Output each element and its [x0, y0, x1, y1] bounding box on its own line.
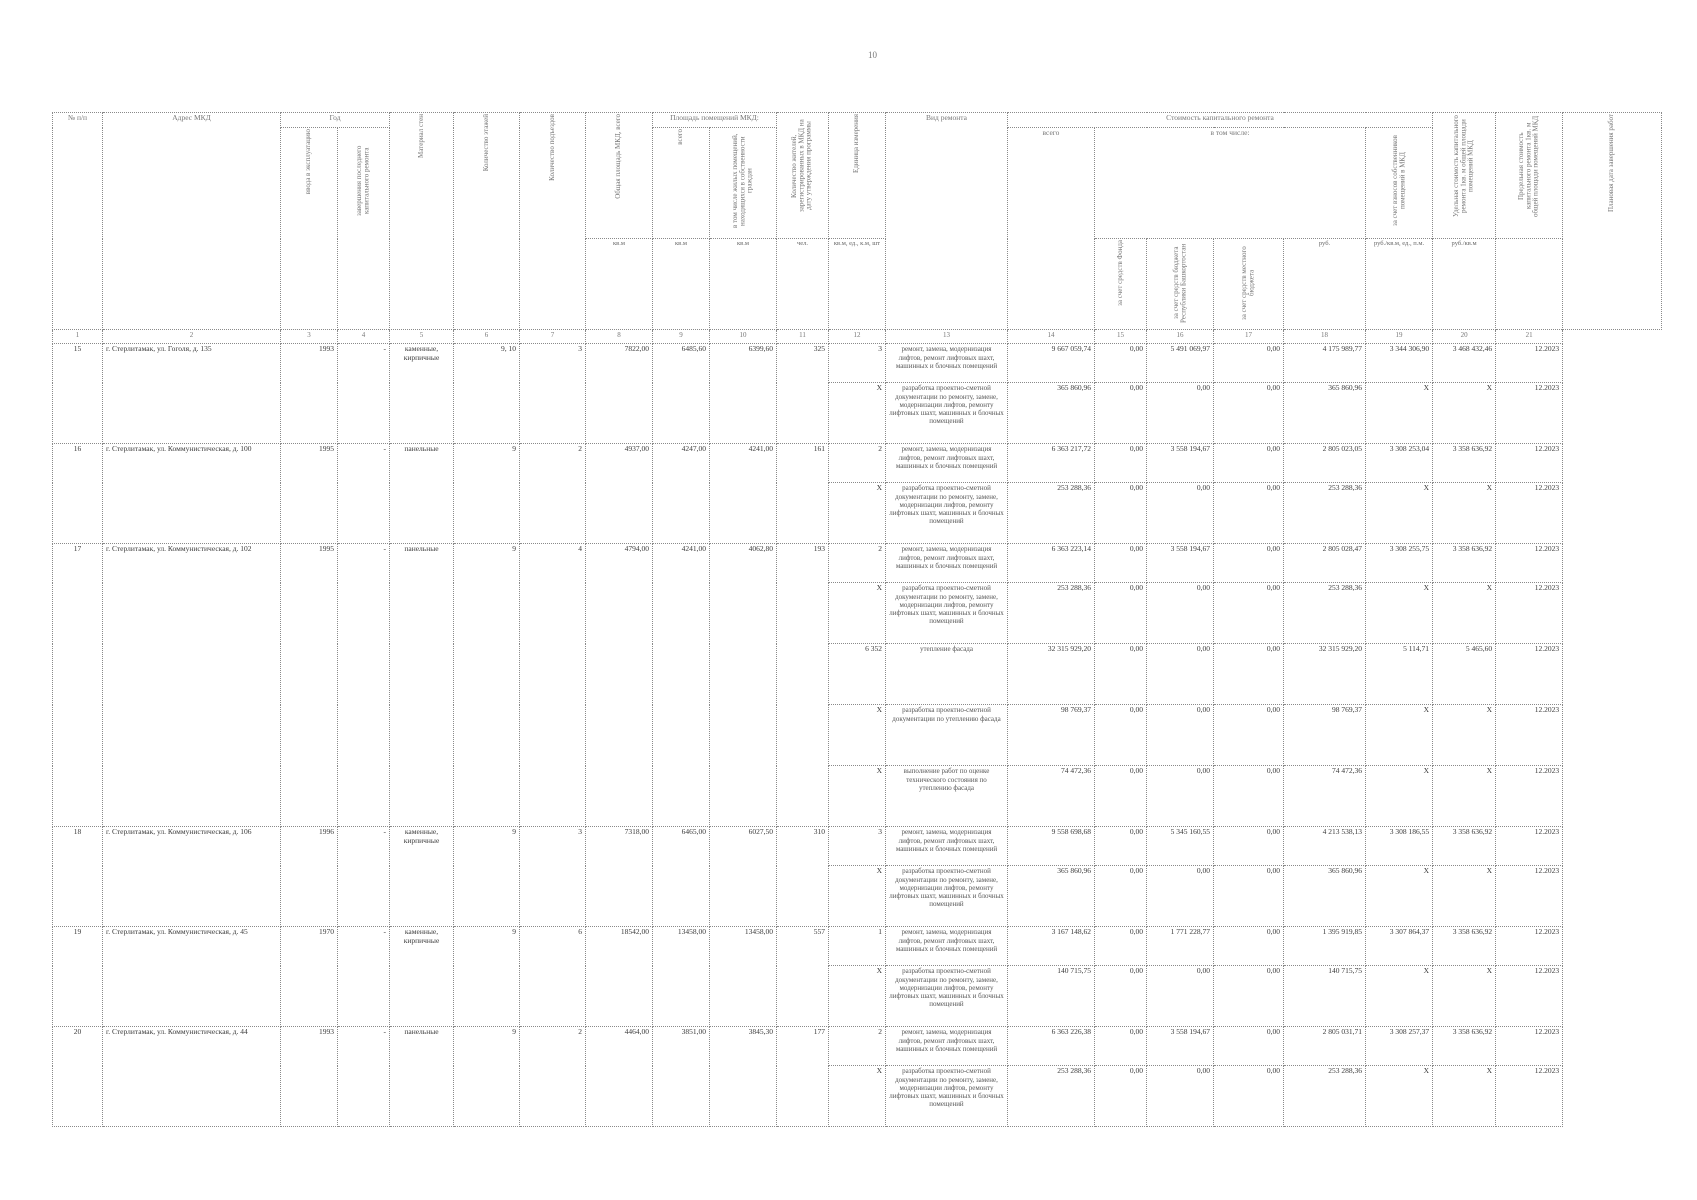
cost-total: 365 860,96	[1008, 383, 1095, 444]
cost-local: 0,00	[1214, 383, 1284, 444]
col-number: 17	[1214, 330, 1284, 344]
cost-total: 6 363 223,14	[1008, 544, 1095, 583]
cost-total: 74 472,36	[1008, 766, 1095, 827]
col-year-commission-header: ввода в эксплуатацию	[304, 129, 313, 195]
cost-republic: 5 491 069,97	[1147, 344, 1214, 383]
total-area: 4937,00	[586, 444, 653, 544]
col-year-repair-header: завершения последнего капитального ремонта	[355, 145, 371, 217]
work-quantity: X	[829, 583, 886, 644]
col-number: 10	[710, 330, 777, 344]
limit-cost: X	[1433, 583, 1496, 644]
col-unit-header: Единица измерения	[852, 114, 861, 173]
table-row	[53, 927, 1662, 966]
cost-local: 0,00	[1214, 344, 1284, 383]
unit-cost: X	[1366, 705, 1433, 766]
completion-date: 12.2023	[1496, 583, 1563, 644]
col-limit-cost-header: Предельная стоимость капитального ремонта 1кв. м общей площади помещений МКД	[1517, 115, 1540, 217]
limit-cost: 3 358 636,92	[1433, 827, 1496, 866]
entrances-count: 3	[520, 827, 586, 927]
row-number: 15	[53, 344, 103, 444]
residents-count: 557	[777, 927, 829, 1027]
work-type: выполнение работ по оценке технического состояния по утеплению фасада	[886, 766, 1008, 827]
work-quantity: X	[829, 705, 886, 766]
cost-total: 9 667 059,74	[1008, 344, 1095, 383]
work-quantity: X	[829, 1066, 886, 1127]
wall-material: каменные, кирпичные	[390, 827, 454, 927]
limit-cost: 3 358 636,92	[1433, 927, 1496, 966]
work-quantity: 2	[829, 1027, 886, 1066]
completion-date: 12.2023	[1496, 927, 1563, 966]
col-address-header: Адрес МКД	[103, 113, 281, 330]
cost-owners: 253 288,36	[1284, 583, 1366, 644]
table-body	[53, 344, 1662, 1127]
cost-total: 98 769,37	[1008, 705, 1095, 766]
limit-cost: 5 465,60	[1433, 644, 1496, 705]
row-number: 19	[53, 927, 103, 1027]
col-material-header: Материал стен	[416, 114, 425, 158]
cost-local: 0,00	[1214, 705, 1284, 766]
year-commission: 1993	[281, 344, 338, 444]
entrances-count: 4	[520, 544, 586, 827]
cost-owners: 253 288,36	[1284, 1066, 1366, 1127]
col-number: 16	[1147, 330, 1214, 344]
unit-cell: руб./кв.м	[1433, 239, 1496, 330]
col-unit-cost-header: Удельная стоимость капитального ремонта 1кв. м общей площади помещений МКД	[1452, 115, 1475, 217]
work-type: разработка проектно-сметной документации по ремонту, замене, модернизации лифтов, ремонту лифтовых шахт, машинных и блочных помещений	[886, 383, 1008, 444]
year-last-repair: -	[338, 344, 390, 444]
cost-owners: 1 395 919,85	[1284, 927, 1366, 966]
wall-material: панельные	[390, 1027, 454, 1127]
work-type: разработка проектно-сметной документации по ремонту, замене, модернизации лифтов, ремонту лифтовых шахт, машинных и блочных помещений	[886, 583, 1008, 644]
building-address: г. Стерлитамак, ул. Коммунистическая, д. 106	[103, 827, 281, 927]
cost-total: 6 363 226,38	[1008, 1027, 1095, 1066]
col-number: 20	[1433, 330, 1496, 344]
total-area: 4464,00	[586, 1027, 653, 1127]
premises-area: 3851,00	[653, 1027, 710, 1127]
cost-fund: 0,00	[1095, 444, 1147, 483]
year-last-repair: -	[338, 827, 390, 927]
work-type: ремонт, замена, модернизация лифтов, ремонт лифтовых шахт, машинных и блочных помещений	[886, 827, 1008, 866]
cost-fund: 0,00	[1095, 966, 1147, 1027]
completion-date: 12.2023	[1496, 766, 1563, 827]
unit-cell: кв.м	[710, 239, 777, 330]
completion-date: 12.2023	[1496, 1066, 1563, 1127]
cost-republic: 3 558 194,67	[1147, 544, 1214, 583]
building-address: г. Стерлитамак, ул. Коммунистическая, д. 45	[103, 927, 281, 1027]
col-cost-total-header: всего	[1008, 128, 1095, 330]
col-number: 19	[1366, 330, 1433, 344]
unit-cell: кв.м, ед., к.м, шт	[829, 239, 886, 330]
entrances-count: 2	[520, 444, 586, 544]
unit-cost: X	[1366, 966, 1433, 1027]
cost-fund: 0,00	[1095, 383, 1147, 444]
completion-date: 12.2023	[1496, 444, 1563, 483]
floors-count: 9, 10	[454, 344, 520, 444]
capital-repair-table	[52, 112, 1662, 1127]
limit-cost: 3 358 636,92	[1433, 1027, 1496, 1066]
cost-local: 0,00	[1214, 866, 1284, 927]
work-type: утепление фасада	[886, 644, 1008, 705]
total-area: 7822,00	[586, 344, 653, 444]
cost-total: 3 167 148,62	[1008, 927, 1095, 966]
limit-cost: 3 358 636,92	[1433, 444, 1496, 483]
wall-material: панельные	[390, 544, 454, 827]
work-quantity: X	[829, 383, 886, 444]
cost-fund: 0,00	[1095, 1027, 1147, 1066]
col-area-header: Общая площадь МКД, всего	[614, 114, 623, 199]
premises-area: 4241,00	[653, 544, 710, 827]
floors-count: 9	[454, 927, 520, 1027]
work-type: ремонт, замена, модернизация лифтов, ремонт лифтовых шахт, машинных и блочных помещений	[886, 444, 1008, 483]
residents-count: 325	[777, 344, 829, 444]
col-number: 3	[281, 330, 338, 344]
entrances-count: 6	[520, 927, 586, 1027]
limit-cost: 3 468 432,46	[1433, 344, 1496, 383]
residents-count: 310	[777, 827, 829, 927]
cost-local: 0,00	[1214, 483, 1284, 544]
limit-cost: X	[1433, 483, 1496, 544]
work-type: ремонт, замена, модернизация лифтов, ремонт лифтовых шахт, машинных и блочных помещений	[886, 544, 1008, 583]
floors-count: 9	[454, 827, 520, 927]
work-quantity: 3	[829, 827, 886, 866]
cost-owners: 98 769,37	[1284, 705, 1366, 766]
limit-cost: 3 358 636,92	[1433, 544, 1496, 583]
col-number: 1	[53, 330, 103, 344]
cost-local: 0,00	[1214, 583, 1284, 644]
cost-total: 32 315 929,20	[1008, 644, 1095, 705]
cost-total: 253 288,36	[1008, 583, 1095, 644]
cost-republic: 5 345 160,55	[1147, 827, 1214, 866]
year-commission: 1995	[281, 444, 338, 544]
table-row	[53, 1027, 1662, 1066]
work-quantity: 3	[829, 344, 886, 383]
year-last-repair: -	[338, 927, 390, 1027]
cost-republic: 3 558 194,67	[1147, 444, 1214, 483]
cost-owners: 365 860,96	[1284, 383, 1366, 444]
work-quantity: 1	[829, 927, 886, 966]
col-deadline-header: Плановая дата завершения работ	[1607, 114, 1616, 213]
cost-total: 6 363 217,72	[1008, 444, 1095, 483]
work-quantity: X	[829, 766, 886, 827]
entrances-count: 2	[520, 1027, 586, 1127]
building-address: г. Стерлитамак, ул. Гоголя, д. 135	[103, 344, 281, 444]
work-quantity: X	[829, 966, 886, 1027]
cost-local: 0,00	[1214, 644, 1284, 705]
building-address: г. Стерлитамак, ул. Коммунистическая, д. 44	[103, 1027, 281, 1127]
completion-date: 12.2023	[1496, 827, 1563, 866]
unit-cost: 3 308 253,04	[1366, 444, 1433, 483]
year-last-repair: -	[338, 544, 390, 827]
unit-cell: кв.м	[586, 239, 653, 330]
cost-owners: 32 315 929,20	[1284, 644, 1366, 705]
col-number: 4	[338, 330, 390, 344]
cost-owners: 365 860,96	[1284, 866, 1366, 927]
cost-republic: 0,00	[1147, 383, 1214, 444]
unit-cell: руб.	[1284, 239, 1366, 330]
floors-count: 9	[454, 444, 520, 544]
unit-cost: 3 344 306,90	[1366, 344, 1433, 383]
limit-cost: X	[1433, 766, 1496, 827]
incl-group-header: в том числе:	[1095, 128, 1366, 239]
floors-count: 9	[454, 1027, 520, 1127]
cost-republic: 0,00	[1147, 966, 1214, 1027]
year-commission: 1995	[281, 544, 338, 827]
wall-material: каменные, кирпичные	[390, 927, 454, 1027]
year-group-header: Год	[281, 113, 390, 128]
premises-area: 13458,00	[653, 927, 710, 1027]
cost-local: 0,00	[1214, 1027, 1284, 1066]
col-residents-header: Количество жителей, зарегистрированных в МКД на дату утверждения программы	[790, 119, 814, 213]
table-row	[53, 344, 1662, 383]
page-number: 10	[868, 50, 877, 60]
col-number: 9	[653, 330, 710, 344]
cost-local: 0,00	[1214, 966, 1284, 1027]
limit-cost: X	[1433, 866, 1496, 927]
cost-total: 253 288,36	[1008, 483, 1095, 544]
col-number: 21	[1496, 330, 1563, 344]
unit-cost: X	[1366, 866, 1433, 927]
unit-cost: X	[1366, 583, 1433, 644]
col-owned-header: в том числе жилых помещений, находящихся в собственности граждан	[730, 133, 754, 229]
unit-cost: X	[1366, 766, 1433, 827]
cost-fund: 0,00	[1095, 827, 1147, 866]
cost-fund: 0,00	[1095, 766, 1147, 827]
table-row	[53, 544, 1662, 583]
cost-owners: 4 213 538,13	[1284, 827, 1366, 866]
total-area: 7318,00	[586, 827, 653, 927]
col-fund-header: за счет средств Фонда	[1115, 240, 1124, 306]
cost-fund: 0,00	[1095, 483, 1147, 544]
col-local-header: за счет средств местного бюджета	[1240, 246, 1256, 320]
cost-fund: 0,00	[1095, 927, 1147, 966]
row-number: 20	[53, 1027, 103, 1127]
owned-area: 6027,50	[710, 827, 777, 927]
col-entrances-header: Количество подъездов	[547, 114, 556, 181]
cost-total: 253 288,36	[1008, 1066, 1095, 1127]
owned-area: 6399,60	[710, 344, 777, 444]
cost-republic: 0,00	[1147, 483, 1214, 544]
col-number: 8	[586, 330, 653, 344]
col-owners-header: за счет взносов собственников помещений в МКД	[1390, 135, 1407, 227]
unit-cost: 3 308 255,75	[1366, 544, 1433, 583]
limit-cost: X	[1433, 966, 1496, 1027]
col-republic-header: за счет средств бюджета Республики Башкортостан	[1171, 243, 1187, 323]
col-number: 5	[390, 330, 454, 344]
limit-cost: X	[1433, 705, 1496, 766]
total-area: 18542,00	[586, 927, 653, 1027]
completion-date: 12.2023	[1496, 344, 1563, 383]
completion-date: 12.2023	[1496, 966, 1563, 1027]
cost-owners: 74 472,36	[1284, 766, 1366, 827]
work-quantity: 6 352	[829, 644, 886, 705]
cost-local: 0,00	[1214, 827, 1284, 866]
cost-local: 0,00	[1214, 766, 1284, 827]
row-number: 16	[53, 444, 103, 544]
col-num-header: № п/п	[53, 113, 103, 330]
unit-cost: 3 308 186,55	[1366, 827, 1433, 866]
unit-cost: 5 114,71	[1366, 644, 1433, 705]
col-number: 13	[886, 330, 1008, 344]
unit-cost: 3 307 864,37	[1366, 927, 1433, 966]
col-floors-header: Количество этажей	[481, 114, 490, 172]
year-commission: 1993	[281, 1027, 338, 1127]
completion-date: 12.2023	[1496, 383, 1563, 444]
work-type: разработка проектно-сметной документации по ремонту, замене, модернизации лифтов, ремонту лифтовых шахт, машинных и блочных помещений	[886, 866, 1008, 927]
col-number: 11	[777, 330, 829, 344]
table-row	[53, 444, 1662, 483]
cost-fund: 0,00	[1095, 644, 1147, 705]
row-number: 17	[53, 544, 103, 827]
cost-owners: 140 715,75	[1284, 966, 1366, 1027]
cost-total: 9 558 698,68	[1008, 827, 1095, 866]
owned-area: 3845,30	[710, 1027, 777, 1127]
cost-republic: 0,00	[1147, 766, 1214, 827]
cost-owners: 2 805 028,47	[1284, 544, 1366, 583]
unit-cell: чел.	[777, 239, 829, 330]
cost-fund: 0,00	[1095, 544, 1147, 583]
unit-cost: X	[1366, 1066, 1433, 1127]
building-address: г. Стерлитамак, ул. Коммунистическая, д. 102	[103, 544, 281, 827]
unit-cost: X	[1366, 483, 1433, 544]
work-type: ремонт, замена, модернизация лифтов, ремонт лифтовых шахт, машинных и блочных помещений	[886, 1027, 1008, 1066]
unit-cost: 3 308 257,37	[1366, 1027, 1433, 1066]
completion-date: 12.2023	[1496, 1027, 1563, 1066]
cost-republic: 1 771 228,77	[1147, 927, 1214, 966]
completion-date: 12.2023	[1496, 705, 1563, 766]
unit-cell: кв.м	[653, 239, 710, 330]
cost-republic: 0,00	[1147, 583, 1214, 644]
cost-republic: 0,00	[1147, 705, 1214, 766]
cost-republic: 3 558 194,67	[1147, 1027, 1214, 1066]
wall-material: каменные, кирпичные	[390, 344, 454, 444]
cost-republic: 0,00	[1147, 644, 1214, 705]
col-number: 15	[1095, 330, 1147, 344]
completion-date: 12.2023	[1496, 644, 1563, 705]
cost-fund: 0,00	[1095, 1066, 1147, 1127]
col-premises-header: всего	[676, 129, 685, 145]
table-row	[53, 827, 1662, 866]
premises-area: 6485,60	[653, 344, 710, 444]
year-commission: 1970	[281, 927, 338, 1027]
premises-area: 4247,00	[653, 444, 710, 544]
completion-date: 12.2023	[1496, 544, 1563, 583]
cost-fund: 0,00	[1095, 583, 1147, 644]
table-header	[53, 113, 1662, 344]
col-work-type-header: Вид ремонта	[886, 113, 1008, 330]
year-commission: 1996	[281, 827, 338, 927]
row-number: 18	[53, 827, 103, 927]
work-quantity: X	[829, 483, 886, 544]
owned-area: 4062,80	[710, 544, 777, 827]
work-type: ремонт, замена, модернизация лифтов, ремонт лифтовых шахт, машинных и блочных помещений	[886, 344, 1008, 383]
year-last-repair: -	[338, 444, 390, 544]
cost-fund: 0,00	[1095, 705, 1147, 766]
work-quantity: 2	[829, 444, 886, 483]
col-number: 14	[1008, 330, 1095, 344]
cost-local: 0,00	[1214, 444, 1284, 483]
year-last-repair: -	[338, 1027, 390, 1127]
unit-cell: руб./кв.м, ед., п.м.	[1366, 239, 1433, 330]
entrances-count: 3	[520, 344, 586, 444]
residents-count: 177	[777, 1027, 829, 1127]
cost-local: 0,00	[1214, 544, 1284, 583]
residents-count: 161	[777, 444, 829, 544]
col-number: 2	[103, 330, 281, 344]
residents-count: 193	[777, 544, 829, 827]
col-number: 18	[1284, 330, 1366, 344]
owned-area: 13458,00	[710, 927, 777, 1027]
col-number: 12	[829, 330, 886, 344]
work-type: разработка проектно-сметной документации по ремонту, замене, модернизации лифтов, ремонту лифтовых шахт, машинных и блочных помещений	[886, 483, 1008, 544]
premises-area: 6465,00	[653, 827, 710, 927]
limit-cost: X	[1433, 1066, 1496, 1127]
unit-cost: X	[1366, 383, 1433, 444]
cost-owners: 2 805 031,71	[1284, 1027, 1366, 1066]
work-type: ремонт, замена, модернизация лифтов, ремонт лифтовых шахт, машинных и блочных помещений	[886, 927, 1008, 966]
completion-date: 12.2023	[1496, 866, 1563, 927]
wall-material: панельные	[390, 444, 454, 544]
col-number: 6	[454, 330, 520, 344]
cost-local: 0,00	[1214, 1066, 1284, 1127]
work-type: разработка проектно-сметной документации по ремонту, замене, модернизации лифтов, ремонту лифтовых шахт, машинных и блочных помещений	[886, 1066, 1008, 1127]
total-area: 4794,00	[586, 544, 653, 827]
completion-date: 12.2023	[1496, 483, 1563, 544]
cost-total: 365 860,96	[1008, 866, 1095, 927]
work-quantity: 2	[829, 544, 886, 583]
cost-local: 0,00	[1214, 927, 1284, 966]
cost-republic: 0,00	[1147, 1066, 1214, 1127]
limit-cost: X	[1433, 383, 1496, 444]
owned-area: 4241,00	[710, 444, 777, 544]
building-address: г. Стерлитамак, ул. Коммунистическая, д. 100	[103, 444, 281, 544]
cost-owners: 4 175 989,77	[1284, 344, 1366, 383]
work-type: разработка проектно-сметной документации по ремонту, замене, модернизации лифтов, ремонту лифтовых шахт, машинных и блочных помещений	[886, 966, 1008, 1027]
col-number: 7	[520, 330, 586, 344]
cost-owners: 253 288,36	[1284, 483, 1366, 544]
cost-total: 140 715,75	[1008, 966, 1095, 1027]
work-quantity: X	[829, 866, 886, 927]
cost-owners: 2 805 023,05	[1284, 444, 1366, 483]
premises-group-header: Площадь помещений МКД:	[653, 113, 777, 128]
floors-count: 9	[454, 544, 520, 827]
cost-fund: 0,00	[1095, 866, 1147, 927]
work-type: разработка проектно-сметной документации по утеплению фасада	[886, 705, 1008, 766]
column-numbers-row	[53, 330, 1662, 344]
cost-fund: 0,00	[1095, 344, 1147, 383]
cost-republic: 0,00	[1147, 866, 1214, 927]
cost-group-header: Стоимость капитального ремонта	[1008, 113, 1433, 128]
